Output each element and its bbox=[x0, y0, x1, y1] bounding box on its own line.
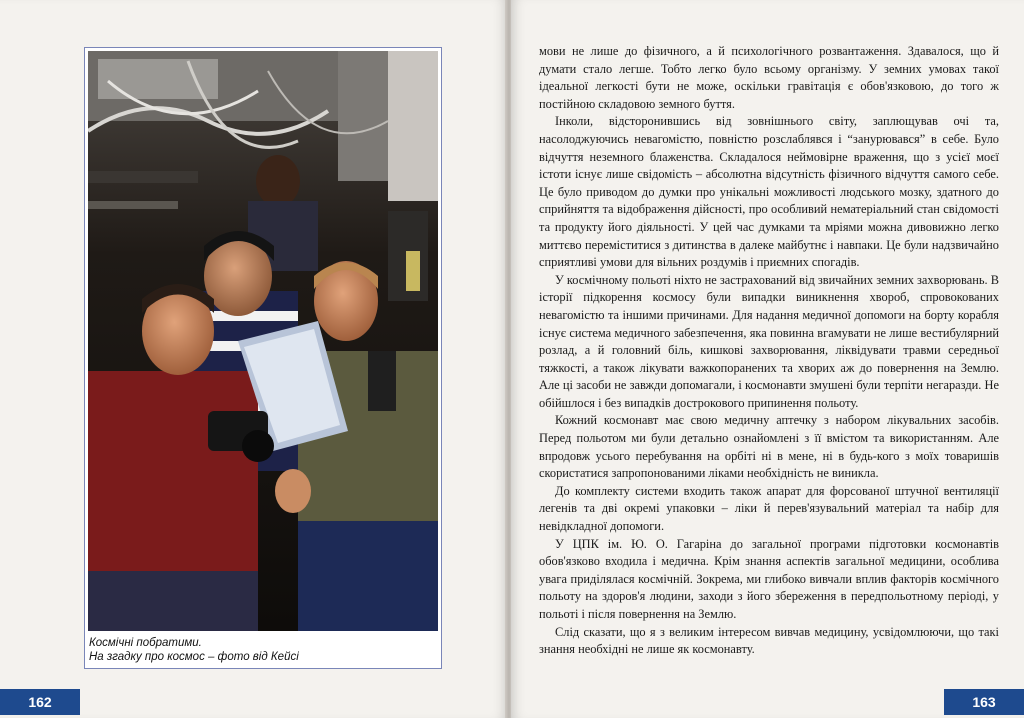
paragraph-6: У ЦПК ім. Ю. О. Гагаріна до загальної програми підготовки космонавтів обов'язково входила і медична. Крім знання аспектів загальної медицини, особлива увага приділялася космічній. Зокрема, ми глибоко вивчали вплив факторів космічного польоту на здоров'я людини, заходи з його збереження в передпольотному періоді, у польоті і після повернення на Землю. bbox=[539, 536, 999, 621]
photo-frame bbox=[84, 47, 442, 669]
astronauts-photo bbox=[88, 51, 438, 631]
astronauts-photo-illustration bbox=[88, 51, 438, 631]
left-page bbox=[0, 0, 507, 718]
paragraph-4: Кожний космонавт має свою медичну аптечку з набором лікувальних засобів. Перед польотом ми були детально ознайомлені з її вмістом та використанням. Але впродовж усього перебування на орбіті ні в мене, ні в будь-кого з моїх товаришів скористатися запропонованими ліками необхідність не виникла. bbox=[539, 413, 999, 481]
paragraph-3: У космічному польоті ніхто не застрахований від звичайних земних захворювань. В історії підкорення космосу були випадки виникнення хвороб, спровокованих невагомістю та іншими причинами. Для надання медичної допомоги на борту корабля існує система медичного забезпечення, яка повинна вгамувати не лише вестибулярний розлад, а й головний біль, кишкові захворювання, ліквідувати травми середньої тяжкості, а також лікувати важкопоранених та хворих аж до повернення на Землю. Але ці засоби не завжди допомагали, і космонавти змушені були терпіти негаразди. Не обійшлося і без випадків дострокового припинення польоту. bbox=[539, 272, 999, 410]
paragraph-1: мови не лише до фізичного, а й психологічного розвантаження. Здавалося, що й думати стало легше. Тобто легко було всьому організму. У земних умовах такої ідеальної легкості бути не може, оскільки гравітація є обов'язковою, до того ж постійною складовою земного буття. bbox=[539, 44, 999, 111]
paragraph-7: Слід сказати, що я з великим інтересом вивчав медицину, усвідомлюючи, що такі знання необхідні не лише як космонавту. bbox=[539, 624, 999, 657]
photo-caption bbox=[89, 636, 437, 664]
right-page bbox=[511, 0, 1024, 718]
page-number-right: 163 bbox=[944, 689, 1024, 715]
body-text bbox=[539, 43, 999, 659]
paragraph-2: Інколи, відсторонившись від зовнішнього світу, заплющував очі та, насолоджуючись невагомістю, повністю розслаблявся і “занурювався” в себе. Було відчуття неземного блаженства. Складалося неймовірне враження, що з усієї моєї істоти існує лише свідомість – абсолютна відсутність фізичного відчуття самого себе. Це було приводом до думки про унікальні можливості людського мозку, здатного до сприйняття та відображення дійсності, про особливий нематеріальний стан свідомості та продукту його діяльності. У цей час думками та мріями можна дивовижно легко миттєво переміститися з дитинства в далеке майбутнє і навпаки. Це були надзвичайно сприятливі умови для вільних роздумів і приємних спогадів. bbox=[539, 114, 999, 270]
caption-line-2: На згадку про космос – фото від Кейсі bbox=[89, 651, 299, 663]
caption-line-1: Космічні побратими. bbox=[89, 637, 202, 649]
page-number-left: 162 bbox=[0, 689, 80, 715]
paragraph-5: До комплекту системи входить також апарат для форсованої штучної вентиляції легенів та дві окремі упаковки – ліки й перев'язувальний матеріал та набір для невідкладної допомоги. bbox=[539, 483, 999, 534]
